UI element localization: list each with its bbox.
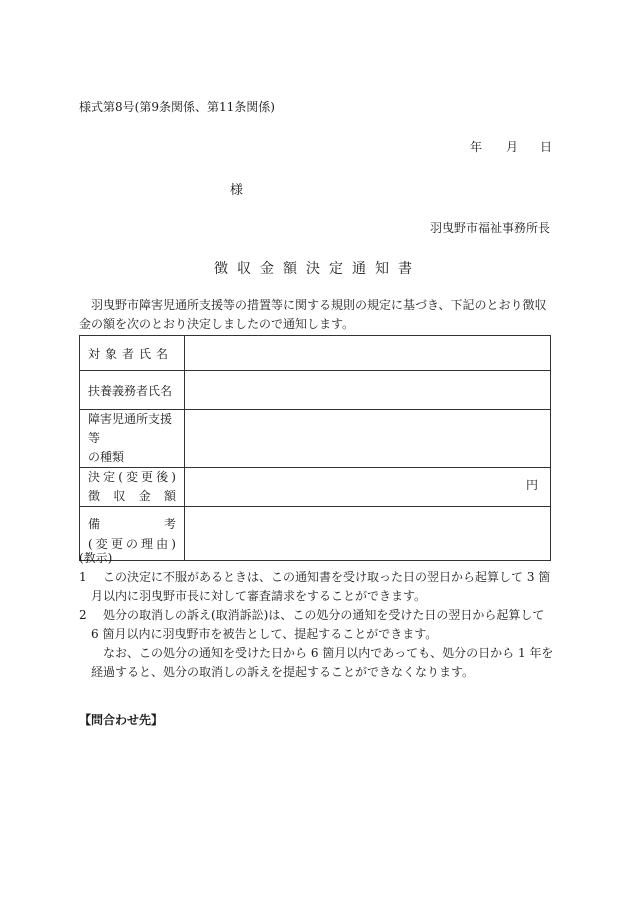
amount-label-char: 変: [125, 470, 138, 484]
amount-label-char: 徴: [88, 489, 101, 503]
table-row-service: [80, 410, 551, 468]
service-type-label-line2: の種類: [88, 450, 125, 464]
notes-heading: (教示): [79, 551, 113, 565]
note-text: この決定に不服があるときは、この通知書を受け取った日の翌日から起算して 3 箇月以内に羽曳野市長に対して審査請求をすることができます。: [91, 570, 551, 603]
date-day-label: 日: [540, 140, 553, 154]
document-title: 徴収金額決定通知書: [214, 261, 421, 277]
date-month-label: 月: [506, 140, 519, 154]
amount-label-char: 額: [163, 489, 176, 503]
table-row-subject: [80, 336, 551, 371]
remarks-label-char: 備: [88, 516, 101, 531]
remarks-label-char: (: [88, 536, 93, 551]
subject-name-char: 象: [104, 346, 117, 361]
note-extra: [79, 644, 555, 682]
note-item-1: [79, 568, 555, 606]
amount-label-char: (: [118, 470, 123, 484]
amount-label-char: 更: [141, 470, 154, 484]
amount-label-char: ): [171, 470, 176, 484]
amount-label-char: 決: [88, 470, 101, 484]
remarks-label-line1: [88, 514, 176, 534]
subject-name-label: [80, 336, 185, 371]
amount-label-char: 後: [156, 470, 169, 484]
table-row-guardian: [80, 371, 551, 410]
remarks-value: [185, 507, 551, 561]
amount-label-char: 定: [103, 470, 116, 484]
remarks-label-char: 変: [95, 536, 108, 551]
note-item-2: [79, 606, 555, 644]
form-number: 様式第8号(第9条関係、第11条関係): [79, 100, 275, 114]
remarks-label-char: 理: [141, 536, 154, 551]
subject-name-char: 氏: [138, 346, 151, 361]
remarks-label-char: 由: [156, 536, 169, 551]
contact-heading: 【問合わせ先】: [79, 713, 164, 727]
amount-label-line2: [88, 487, 176, 506]
subject-name-value: [185, 336, 551, 371]
date-year-label: 年: [470, 140, 483, 154]
addressee-suffix: 様: [230, 183, 244, 198]
subject-name-char: 対: [88, 346, 101, 361]
service-type-label-line1: 障害児通所支援等: [88, 412, 173, 445]
table-row-remarks: [80, 507, 551, 561]
service-type-label: [80, 410, 185, 468]
subject-name-char: 名: [155, 346, 168, 361]
subject-name-char: 者: [121, 346, 134, 361]
amount-label-char: 収: [113, 489, 126, 503]
amount-label-char: 金: [138, 489, 151, 503]
yen-unit: 円: [525, 478, 538, 492]
service-type-value: [185, 410, 551, 468]
note-text: 処分の取消しの訴え(取消訴訟)は、この処分の通知を受けた日の翌日から起算して 6 箇月以内に羽曳野市を被告として、提起することができます。: [91, 608, 545, 641]
amount-label-line1: [88, 468, 176, 487]
note-extra-text: なお、この処分の通知を受けた日から 6 箇月以内であっても、処分の日から 1 年を経過すると、処分の取消しの訴えを提起することができなくなります。: [91, 646, 554, 679]
decision-table: [79, 335, 551, 561]
remarks-label-char: の: [125, 536, 138, 551]
remarks-label-char: ): [171, 536, 176, 551]
intro-paragraph: 羽曳野市障害児通所支援等の措置等に関する規則の規定に基づき、下記のとおり徴収金の額を次のとおり決定しましたので通知します。: [79, 298, 547, 331]
guardian-name-value: [185, 371, 551, 410]
amount-label: [80, 468, 185, 507]
date-line: [470, 138, 552, 155]
note-number: 2: [79, 608, 87, 622]
guardian-name-label: 扶養義務者氏名: [80, 371, 185, 410]
remarks-label-char: 考: [163, 516, 176, 531]
table-row-amount: [80, 468, 551, 507]
note-number: 1: [79, 570, 87, 584]
amount-value: [185, 468, 551, 507]
remarks-label-char: 更: [110, 536, 123, 551]
issuer-name: 羽曳野市福祉事務所長: [430, 221, 551, 235]
